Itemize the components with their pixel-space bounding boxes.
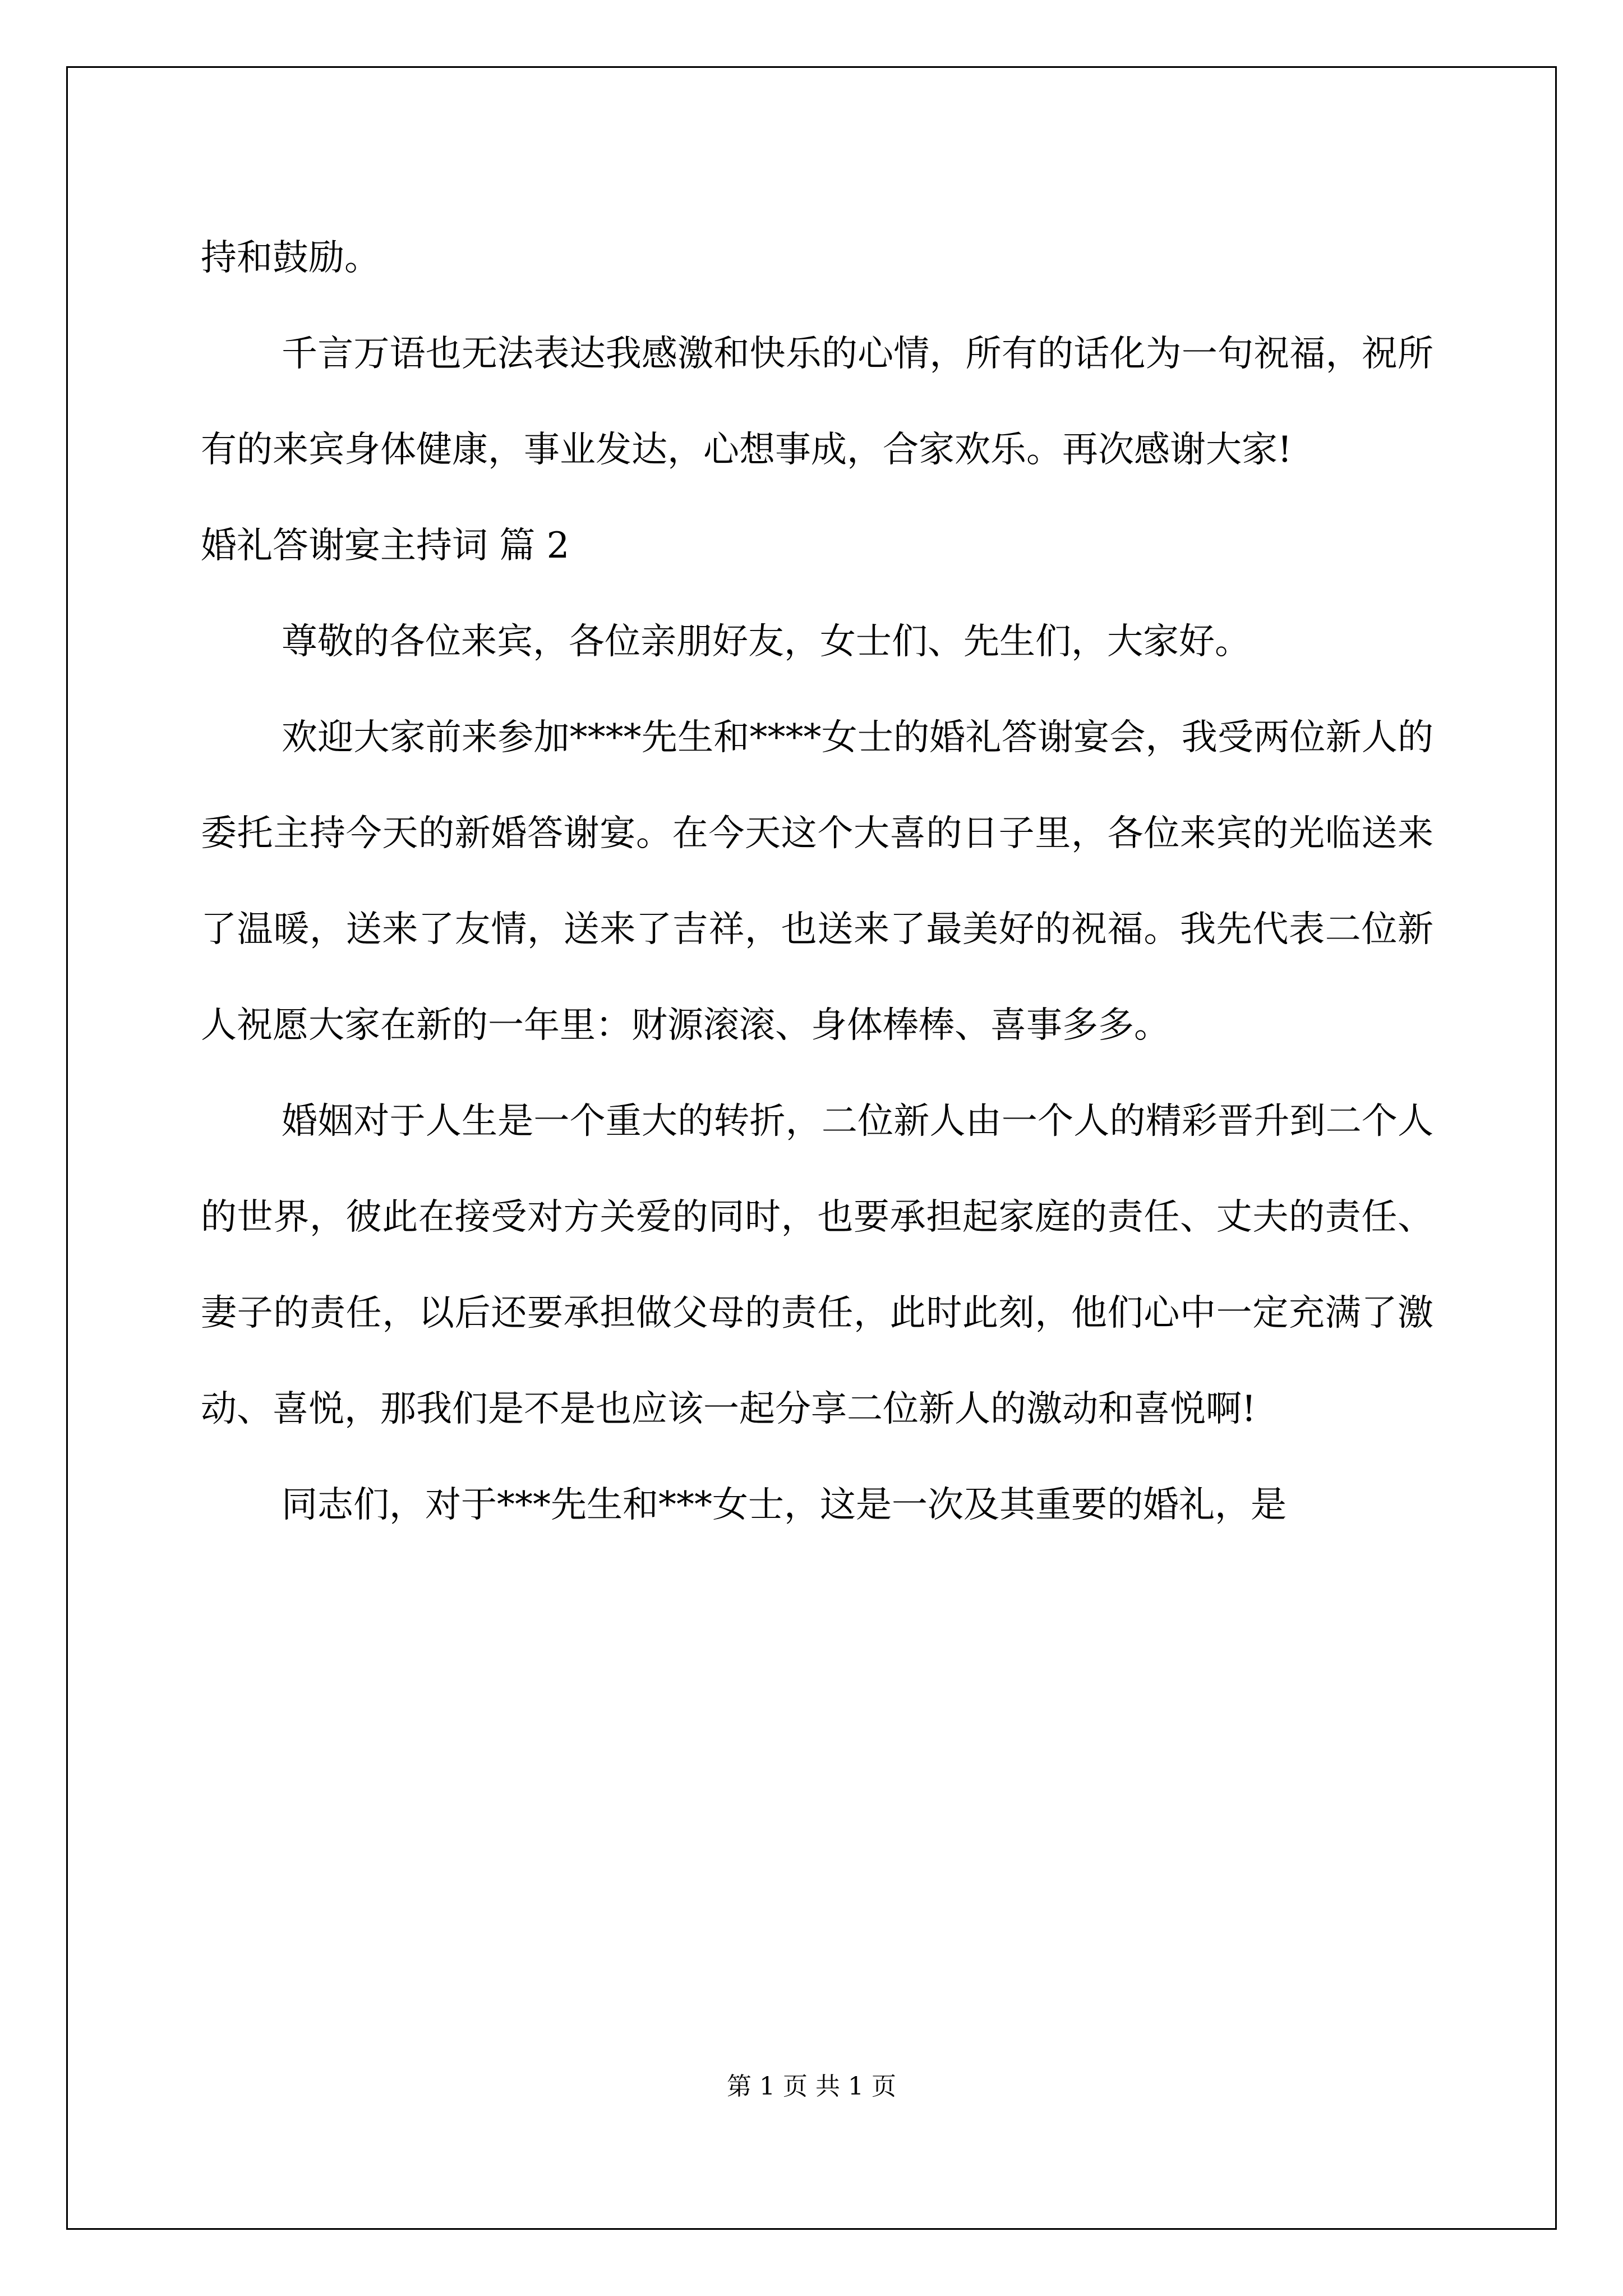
paragraph: 千言万语也无法表达我感激和快乐的心情，所有的话化为一句祝福，祝所有的来宾身体健康，事业发达，心想事成，合家欢乐。再次感谢大家! — [201, 333, 1433, 471]
paragraph: 欢迎大家前来参加****先生和****女士的婚礼答谢宴会，我受两位新人的委托主持今天的新婚答谢宴。在今天这个大喜的日子里，各位来宾的光临送来了温暖，送来了友情，送来了吉祥，也送来了最美好的祝福。我先代表二位新人祝愿大家在新的一年里：财源滚滚、身体棒棒、喜事多多。 — [201, 717, 1433, 1046]
document-body — [201, 210, 1433, 1553]
paragraph: 同志们，对于***先生和***女士，这是一次及其重要的婚礼，是 — [282, 1484, 1287, 1526]
paragraph: 婚姻对于人生是一个重大的转折，二位新人由一个人的精彩晋升到二个人的世界，彼此在接受对方关爱的同时，也要承担起家庭的责任、丈夫的责任、妻子的责任，以后还要承担做父母的责任，此时此刻，他们心中一定充满了激动、喜悦，那我们是不是也应该一起分享二位新人的激动和喜悦啊! — [201, 1101, 1433, 1430]
section-heading: 婚礼答谢宴主持词 篇 2 — [201, 525, 570, 567]
paragraph: 尊敬的各位来宾，各位亲朋好友，女士们、先生们，大家好。 — [282, 621, 1251, 662]
page-footer: 第 1 页 共 1 页 — [727, 2072, 896, 2101]
paragraph: 持和鼓励。 — [201, 237, 380, 279]
